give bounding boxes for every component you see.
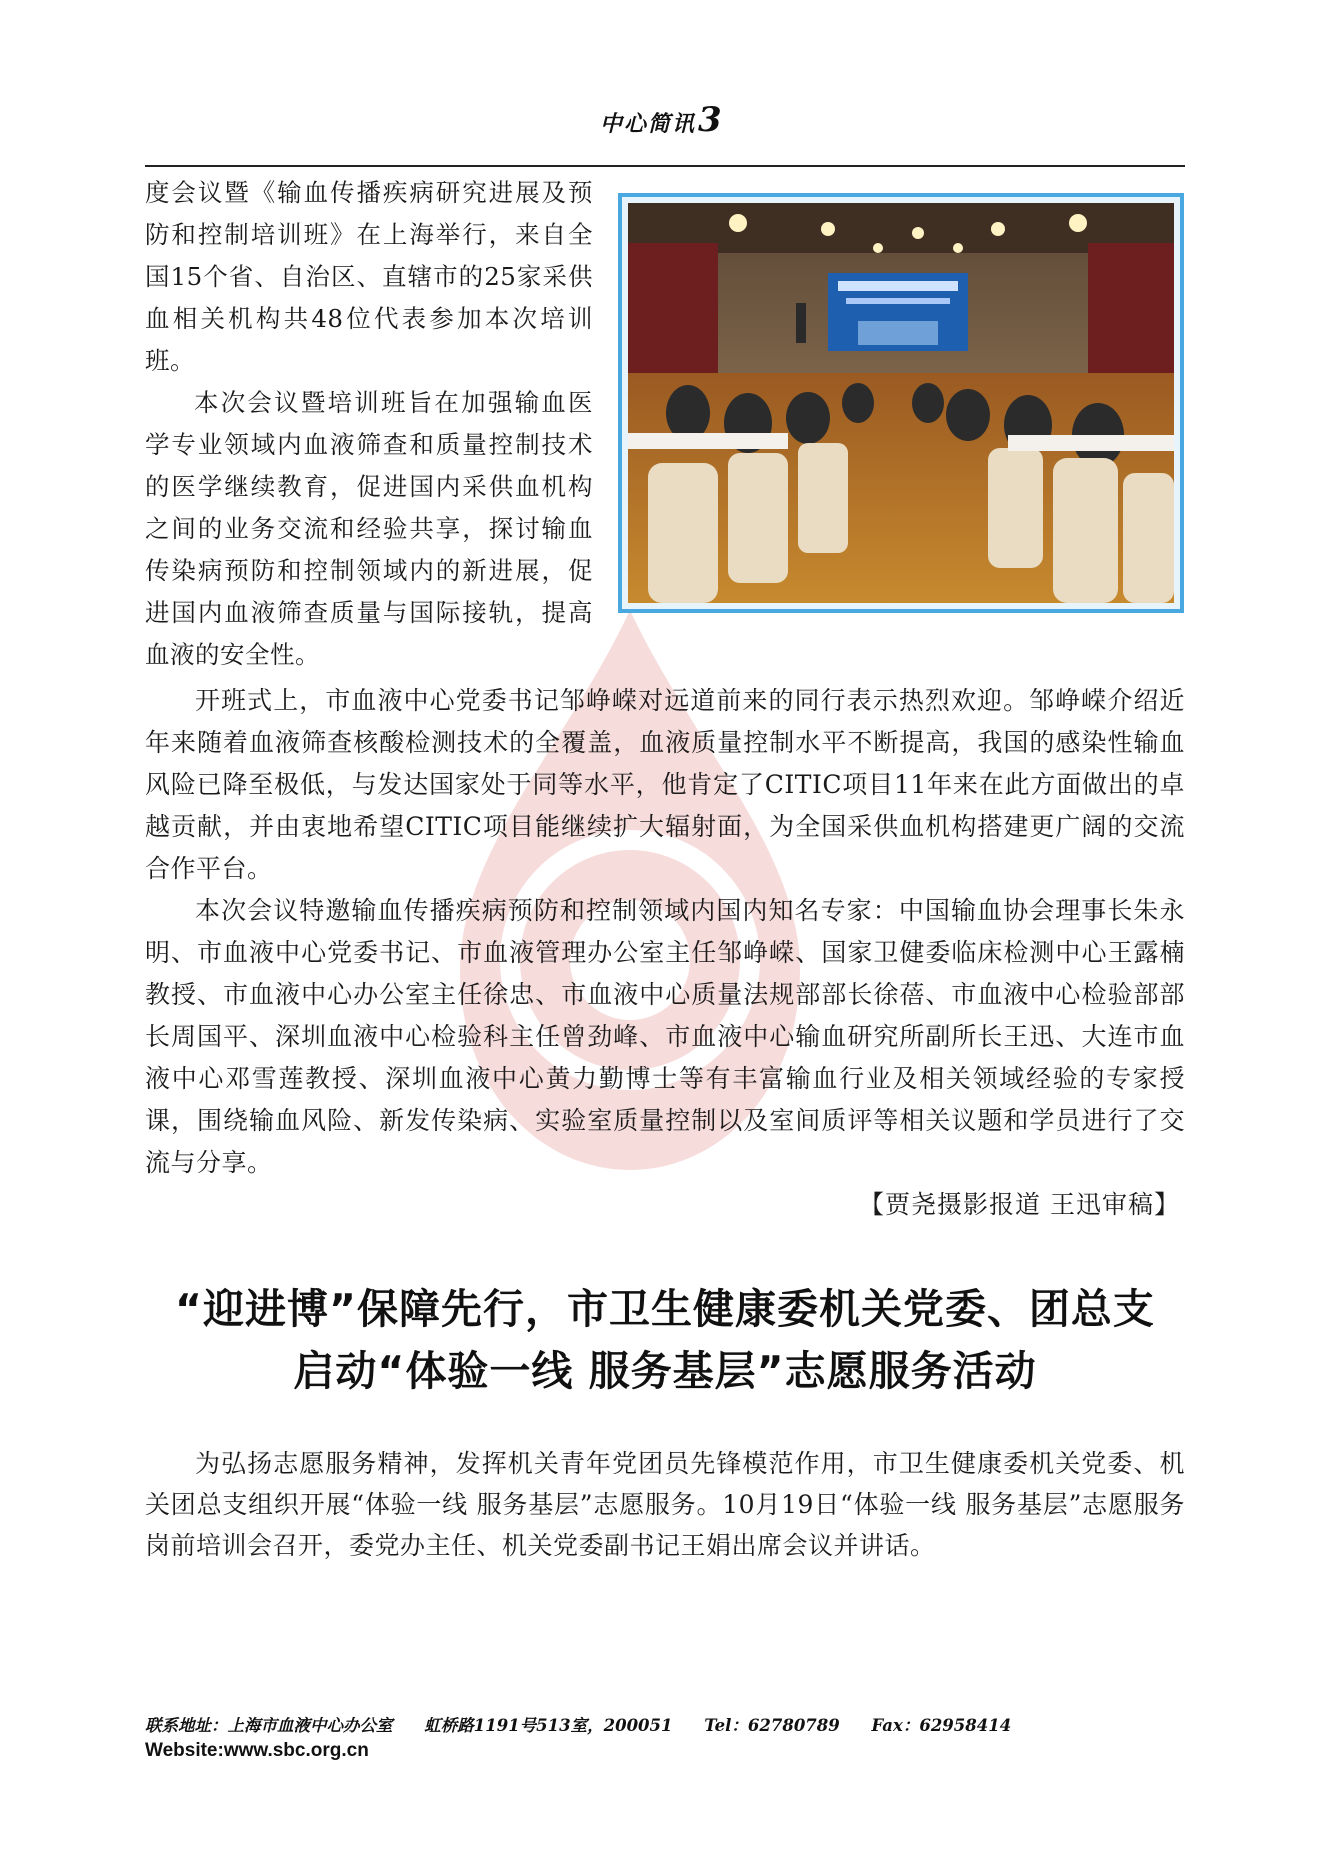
article1-column-text bbox=[145, 172, 593, 676]
article2-body bbox=[145, 1443, 1185, 1566]
headline-line-2: 启动“体验一线 服务基层”志愿服务活动 bbox=[293, 1347, 1037, 1395]
footer-website[interactable]: Website:www.sbc.org.cn bbox=[145, 1740, 369, 1761]
newsletter-title bbox=[600, 100, 740, 140]
article1-credit: 【贾尧摄影报道 王迅审稿】 bbox=[859, 1190, 1180, 1219]
footer-tel: Tel：62780789 bbox=[704, 1716, 840, 1735]
article2-paragraph: 为弘扬志愿服务精神，发挥机关青年党团员先锋模范作用，市卫生健康委机关党委、机关团总支组织开展“体验一线 服务基层”志愿服务。10月19日“体验一线 服务基层”志愿服务岗前培训会召开，委党办主任、机关党委副书记王娟出席会议并讲话。 bbox=[145, 1449, 1185, 1560]
newsletter-name: 中心简讯 bbox=[600, 111, 697, 137]
page-number: 3 bbox=[698, 100, 724, 140]
conference-photo bbox=[628, 203, 1174, 603]
article1-paragraph-3: 开班式上，市血液中心党委书记邹峥嵘对远道前来的同行表示热烈欢迎。邹峥嵘介绍近年来随着血液筛查核酸检测技术的全覆盖，血液质量控制水平不断提高，我国的感染性输血风险已降至极低，与发达国家处于同等水平，他肯定了CITIC项目11年来在此方面做出的卓越贡献，并由衷地希望CITIC项目能继续扩大辐射面，为全国采供血机构搭建更广阔的交流合作平台。 bbox=[145, 686, 1185, 883]
article2-headline bbox=[145, 1278, 1185, 1402]
headline-line-1: “迎进博”保障先行，市卫生健康委机关党委、团总支 bbox=[175, 1285, 1155, 1333]
article1-paragraph-4: 本次会议特邀输血传播疾病预防和控制领域内国内知名专家：中国输血协会理事长朱永明、市血液中心党委书记、市血液管理办公室主任邹峥嵘、国家卫健委临床检测中心王露楠教授、市血液中心办公室主任徐忠、市血液中心质量法规部部长徐蓓、市血液中心检验部部长周国平、深圳血液中心检验科主任曾劲峰、市血液中心输血研究所副所长王迅、大连市血液中心邓雪莲教授、深圳血液中心黄力勤博士等有丰富输血行业及相关领域经验的专家授课，围绕输血风险、新发传染病、实验室质量控制以及室间质评等相关议题和学员进行了交流与分享。 bbox=[145, 896, 1185, 1177]
conference-photo-frame bbox=[618, 193, 1184, 613]
footer-address: 联系地址：上海市血液中心办公室 bbox=[145, 1716, 393, 1735]
footer-fax: Fax：62958414 bbox=[871, 1716, 1012, 1735]
article1-paragraph-2: 本次会议暨培训班旨在加强输血医学专业领域内血液筛查和质量控制技术的医学继续教育，促进国内采供血机构之间的业务交流和经验共享，探讨输血传染病预防和控制领域内的新进展，促进国内血液筛查质量与国际接轨，提高血液的安全性。 bbox=[145, 388, 593, 669]
article1-full-text bbox=[145, 680, 1185, 1184]
footer-contact bbox=[145, 1712, 1185, 1736]
header-divider bbox=[145, 165, 1185, 167]
article1-paragraph-1: 度会议暨《输血传播疾病研究进展及预防和控制培训班》在上海举行，来自全国15个省、自治区、直辖市的25家采供血相关机构共48位代表参加本次培训班。 bbox=[145, 178, 593, 375]
footer-street: 虹桥路1191号513室，200051 bbox=[424, 1716, 673, 1735]
